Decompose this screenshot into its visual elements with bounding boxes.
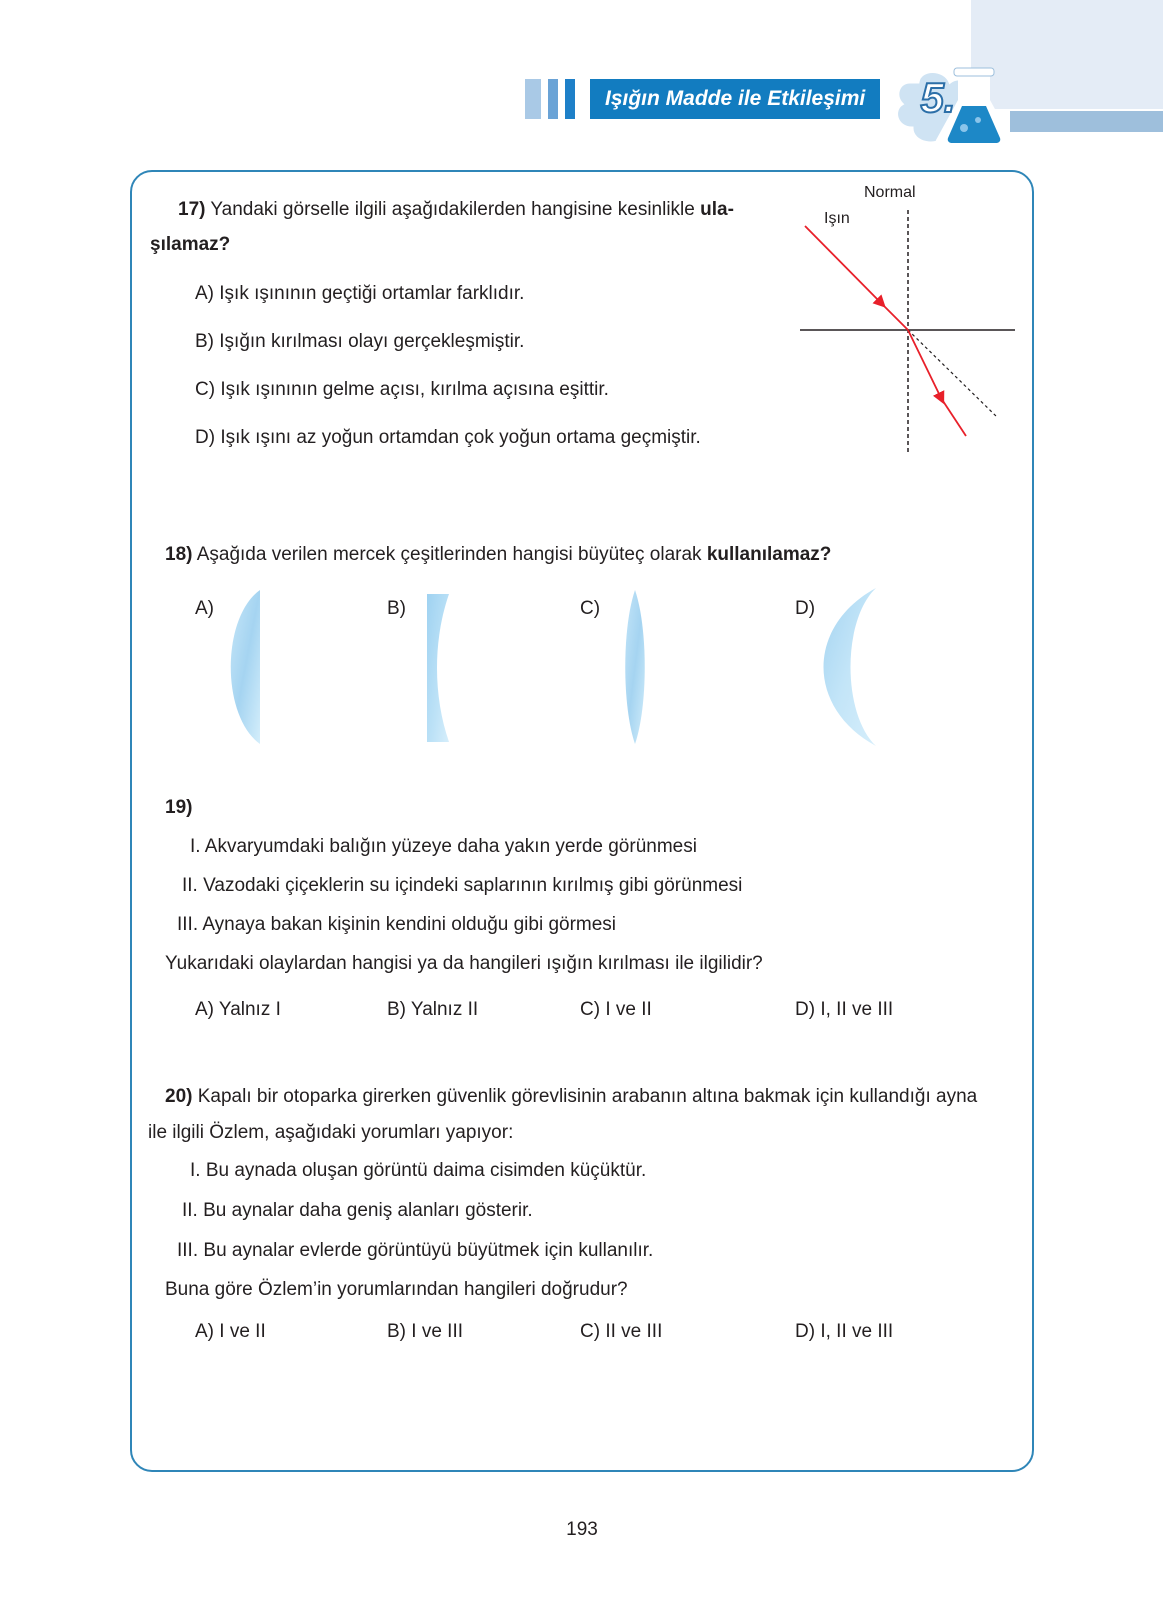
q17-option-d: D) Işık ışını az yoğun ortamdan çok yoğun ortama geçmiştir. [195, 427, 701, 448]
incident-ray [882, 304, 908, 330]
q20-text-main: Kapalı bir otoparka girerken güvenlik görevlisinin arabanın altına bakmak için kullandığı ayna [197, 1086, 978, 1107]
q20-option-b: B) I ve III [387, 1321, 464, 1342]
biconvex-lens [620, 588, 650, 746]
header-bar-decoration [525, 79, 541, 119]
q18-bold: kullanılamaz? [706, 544, 832, 565]
q20-number: 20) [165, 1086, 193, 1107]
q17-text-line2 [150, 233, 230, 257]
q18-text [165, 543, 831, 567]
q17-option-b: B) Işığın kırılması olayı gerçekleşmiştir. [195, 331, 525, 352]
header-stripe [1010, 111, 1163, 132]
q20-text-line2: ile ilgili Özlem, aşağıdaki yorumları yapıyor: [148, 1122, 514, 1143]
plano-concave-lens [425, 592, 465, 744]
q19-number [165, 796, 192, 820]
section-title: Işığın Madde ile Etkileşimi [590, 79, 880, 119]
q20-statement-1: I. Bu aynada oluşan görüntü daima cisimden küçüktür. [190, 1160, 647, 1181]
extended-ray-line [908, 330, 998, 418]
q20-option-c: C) II ve III [580, 1321, 663, 1342]
refracted-ray [908, 330, 943, 402]
q17-bold-part1: ula- [700, 199, 734, 220]
q18-option-d: D) [795, 598, 816, 619]
concave-convex-lens [820, 586, 880, 748]
q20-text-line1 [165, 1085, 977, 1109]
q19-statement-1: I. Akvaryumdaki balığın yüzeye daha yakın yerde görünmesi [190, 836, 697, 857]
q17-option-c: C) Işık ışınının gelme açısı, kırılma açısına eşittir. [195, 379, 609, 400]
q19-option-c: C) I ve II [580, 999, 652, 1020]
q19-option-b: B) Yalnız II [387, 999, 479, 1020]
q17-text [178, 198, 734, 222]
q17-number: 17) [178, 199, 206, 220]
q19-option-d: D) I, II ve III [795, 999, 894, 1020]
q17-option-a: A) Işık ışınının geçtiği ortamlar farklıdır. [195, 283, 525, 304]
q20-question: Buna göre Özlem’in yorumlarından hangileri doğrudur? [165, 1279, 628, 1300]
q20-statement-3: III. Bu aynalar evlerde görüntüyü büyütmek için kullanılır. [177, 1240, 654, 1261]
q18-option-c: C) [580, 598, 601, 619]
q17-bold-part2: şılamaz? [150, 234, 231, 255]
ray-label: Işın [824, 210, 850, 227]
q17-text-line1: Yandaki görselle ilgili aşağıdakilerden hangisine kesinlikle [210, 199, 695, 220]
chapter-number: 5. [920, 74, 956, 121]
q18-number: 18) [165, 544, 193, 565]
q18-text-main: Aşağıda verilen mercek çeşitlerinden hangisi büyüteç olarak [196, 544, 702, 565]
q20-option-d: D) I, II ve III [795, 1321, 894, 1342]
header-bar-decoration [548, 79, 558, 119]
page-number: 193 [566, 1519, 598, 1540]
normal-label: Normal [864, 184, 916, 201]
q19-statement-2: II. Vazodaki çiçeklerin su içindeki saplarının kırılmış gibi görünmesi [182, 875, 743, 896]
q18-option-a: A) [195, 598, 214, 619]
q19-question: Yukarıdaki olaylardan hangisi ya da hangileri ışığın kırılması ile ilgilidir? [165, 953, 763, 974]
refraction-diagram [800, 180, 1030, 460]
q20-option-a: A) I ve II [195, 1321, 266, 1342]
plano-convex-lens [225, 588, 265, 746]
refracted-ray [941, 398, 966, 436]
q18-option-b: B) [387, 598, 406, 619]
q19-statement-3: III. Aynaya bakan kişinin kendini olduğu gibi görmesi [177, 914, 617, 935]
header-bar-decoration [565, 79, 575, 119]
q19-option-a: A) Yalnız I [195, 999, 281, 1020]
incident-ray [805, 226, 884, 306]
q19-number-text: 19) [165, 797, 193, 818]
q20-statement-2: II. Bu aynalar daha geniş alanları gösterir. [182, 1200, 533, 1221]
